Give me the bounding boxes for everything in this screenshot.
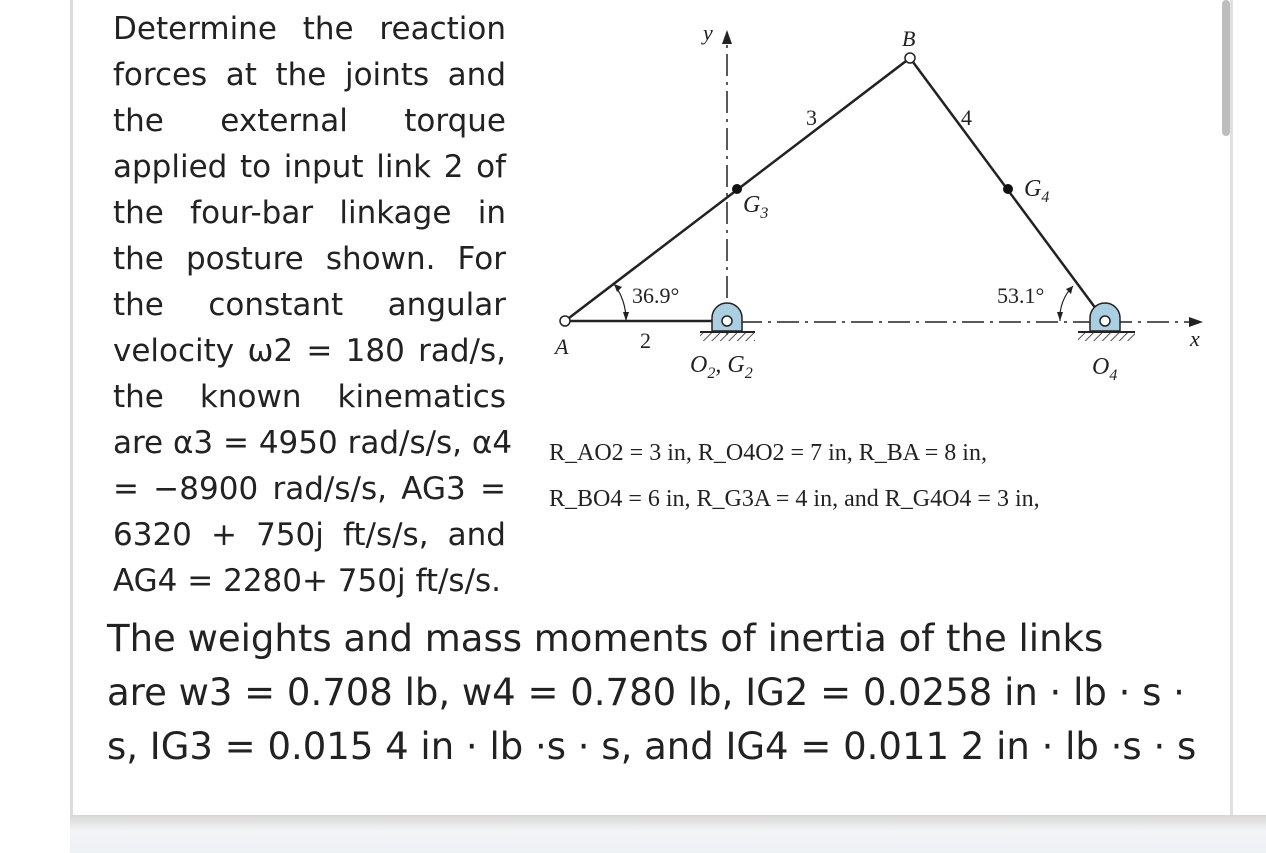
problem-line: the known kinematics [113, 379, 506, 415]
y-axis-label: y [703, 20, 713, 45]
o2-g2-label: $O_2$, $G_2$ [690, 352, 753, 382]
weights-line: s, IG3 = 0.015 4 in · lb ·s · s, and IG4 = 0.011 2 in · lb ·s · s [107, 725, 1197, 768]
link-3-label: 3 [806, 105, 817, 130]
equation-line-1: R_AO2 = 3 in, R_O4O2 = 7 in, R_BA = 8 in, [549, 440, 987, 466]
weights-statement [107, 612, 1196, 774]
problem-line: Determine the reaction [113, 11, 506, 47]
problem-line: forces at the joints and [113, 57, 506, 93]
problem-line: the constant angular [113, 287, 506, 323]
problem-line: = −8900 rad/s/s, AG3 = [113, 471, 506, 507]
problem-statement [113, 6, 513, 604]
weights-line: are w3 = 0.708 lb, w4 = 0.780 lb, IG2 = 0.0258 in · lb · s · [107, 671, 1185, 714]
joint-a [560, 316, 570, 326]
problem-line: 6320 + 750j ft/s/s, and [113, 517, 506, 553]
angle-a-label: 36.9° [632, 283, 680, 308]
point-b-label: B [902, 26, 916, 51]
scrollbar-thumb[interactable] [1222, 0, 1230, 136]
problem-line: the external torque [113, 103, 506, 139]
g4-label: $G_4$ [1024, 176, 1050, 206]
problem-line: the posture shown. For [113, 241, 506, 277]
point-a-label: A [555, 334, 569, 359]
angle-arrow-o4a [1057, 312, 1063, 321]
dimension-equations [549, 430, 1040, 522]
o4-label: $O_4$ [1092, 354, 1118, 384]
problem-line: velocity ω2 = 180 rad/s, [113, 333, 506, 369]
weights-line: The weights and mass moments of inertia of the links [107, 617, 1104, 660]
four-bar-linkage-figure [540, 20, 1220, 390]
problem-line: the four-bar linkage in [113, 195, 506, 231]
joint-b [905, 53, 915, 63]
problem-line: applied to input link 2 of [113, 149, 506, 185]
link-2-label: 2 [640, 328, 651, 353]
g3-dot [732, 184, 742, 194]
problem-line: AG4 = 2280+ 750j ft/s/s. [113, 563, 502, 599]
y-axis-arrow [722, 30, 732, 44]
g3-label: $G_3$ [743, 192, 769, 222]
g4-dot [1003, 184, 1013, 194]
x-axis-label: x [1190, 326, 1200, 351]
left-margin [0, 0, 70, 853]
scrollbar-track[interactable] [1233, 0, 1266, 815]
link-4-label: 4 [961, 105, 972, 130]
equation-line-2: R_BO4 = 6 in, R_G3A = 4 in, and R_G4O4 = 3 in, [549, 486, 1040, 512]
angle-arrow-a1 [623, 312, 629, 321]
angle-o4-label: 53.1° [997, 283, 1045, 308]
angle-arrow-a2 [614, 284, 622, 292]
problem-line: are α3 = 4950 rad/s/s, α4 [113, 425, 513, 461]
bottom-strip [70, 815, 1266, 853]
